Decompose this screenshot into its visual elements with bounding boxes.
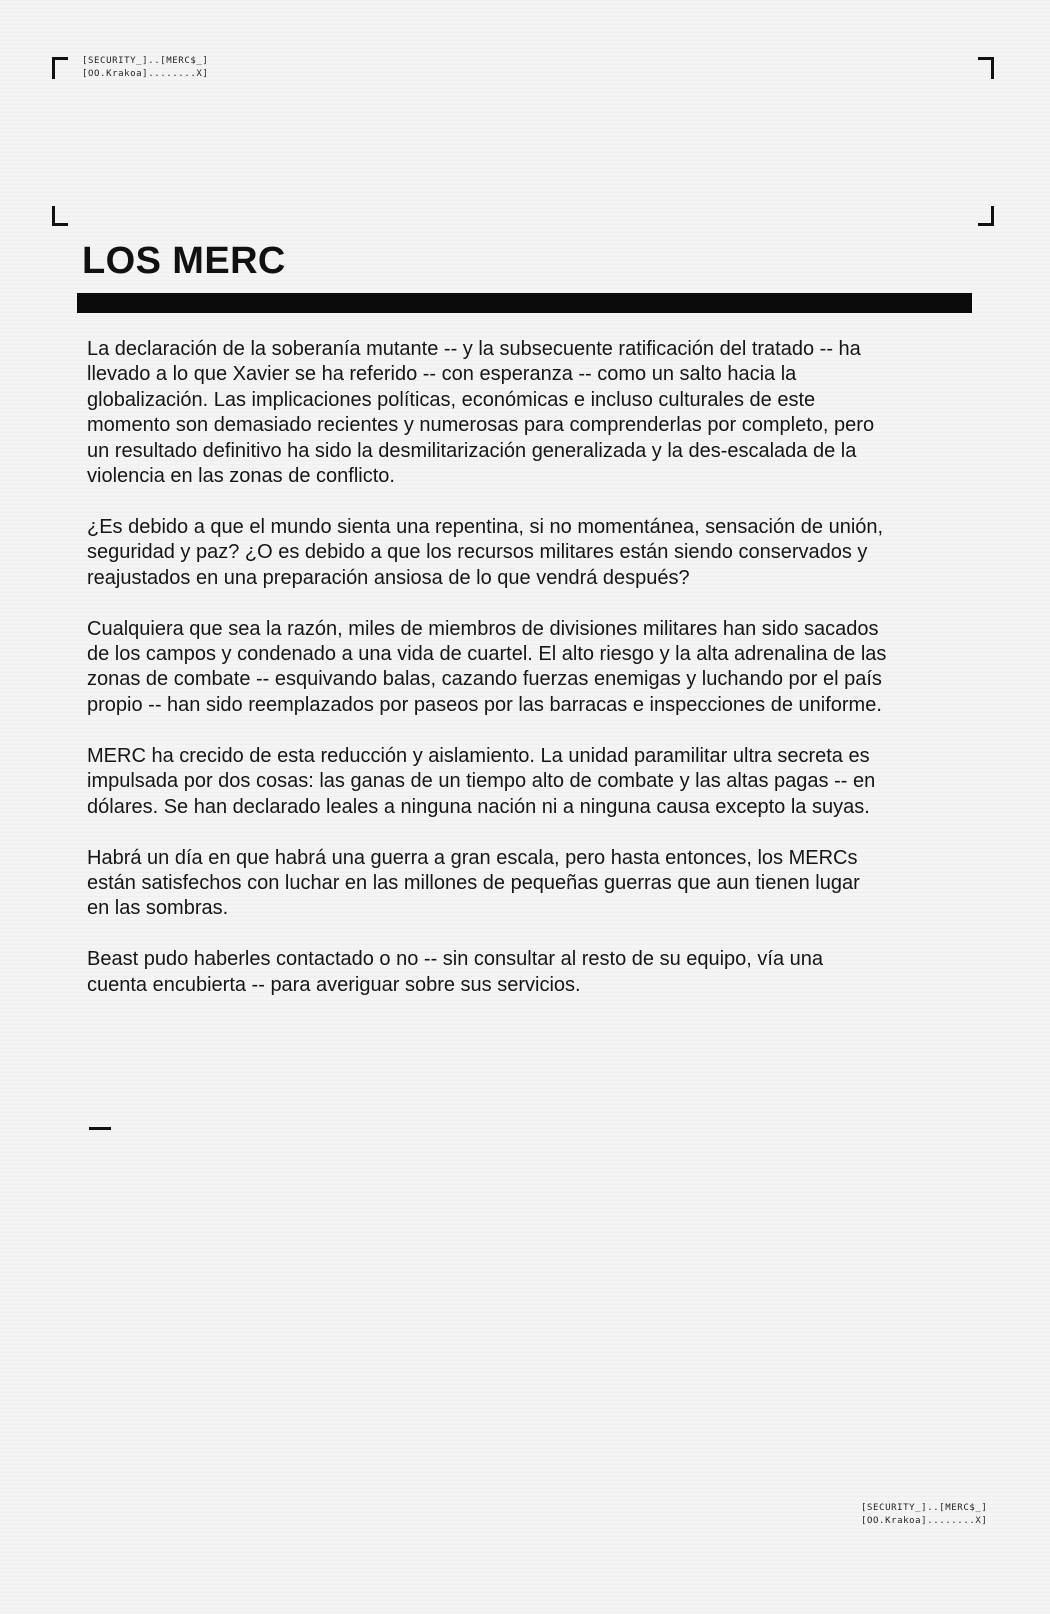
article-body <box>87 337 887 1024</box>
frame-corner-bottom-left <box>52 206 68 226</box>
paragraph-3: Cualquiera que sea la razón, miles de miembros de divisiones militares han sido sacados de los campos y condenado a una vida de cuartel. El alto riesgo y la alta adrenalina de las zonas de combate -- esquivando balas, cazando fuerzas enemigas y luchando por el país propio -- han sido reemplazados por paseos por las barracas e inspecciones de uniforme. <box>87 617 887 716</box>
header-code-line-2: [OO.Krakoa]........X] <box>82 69 209 79</box>
paragraph-1: La declaración de la soberanía mutante -- y la subsecuente ratificación del tratado -- ha llevado a lo que Xavier se ha referido -- con esperanza -- como un salto hacia la globalización. Las implicaciones políticas, económicas e incluso culturales de este momento son demasiado recientes y numerosas para comprenderlas por completo, pero un resultado definitivo ha sido la desmilitarización generalizada y la des-escalada de la violencia en las zonas de conflicto. <box>87 338 875 488</box>
header-code-line-1: [SECURITY_]..[MERC$_] <box>82 56 209 66</box>
end-of-text-dash <box>89 1127 111 1130</box>
title-rule-bar <box>77 293 972 313</box>
header-security-code <box>82 55 208 81</box>
paragraph-4: MERC ha crecido de esta reducción y aislamiento. La unidad paramilitar ultra secreta es impulsada por dos cosas: las ganas de un tiempo alto de combate y las altas pagas -- en dólares. Se han declarado leales a ninguna nación ni a ninguna causa excepto la suyas. <box>87 744 876 818</box>
frame-corner-top-right <box>978 57 994 79</box>
paragraph-6: Beast pudo haberles contactado o no -- sin consultar al resto de su equipo, vía una cuenta encubierta -- para averiguar sobre sus servicios. <box>87 948 824 996</box>
page-title: LOS MERC <box>82 240 286 282</box>
frame-corner-bottom-right <box>978 206 994 226</box>
footer-code-line-2: [OO.Krakoa]........X] <box>861 1516 988 1526</box>
paragraph-5: Habrá un día en que habrá una guerra a gran escala, pero hasta entonces, los MERCs están satisfechos con luchar en las millones de pequeñas guerras que aun tienen lugar en las sombras. <box>87 846 860 920</box>
paragraph-2: ¿Es debido a que el mundo sienta una repentina, si no momentánea, sensación de unión, seguridad y paz? ¿O es debido a que los recursos militares están siendo conservados y reajustados en una preparación ansiosa de lo que vendrá después? <box>87 515 884 589</box>
frame-corner-top-left <box>52 57 68 79</box>
footer-security-code <box>861 1502 987 1528</box>
footer-code-line-1: [SECURITY_]..[MERC$_] <box>861 1503 988 1513</box>
